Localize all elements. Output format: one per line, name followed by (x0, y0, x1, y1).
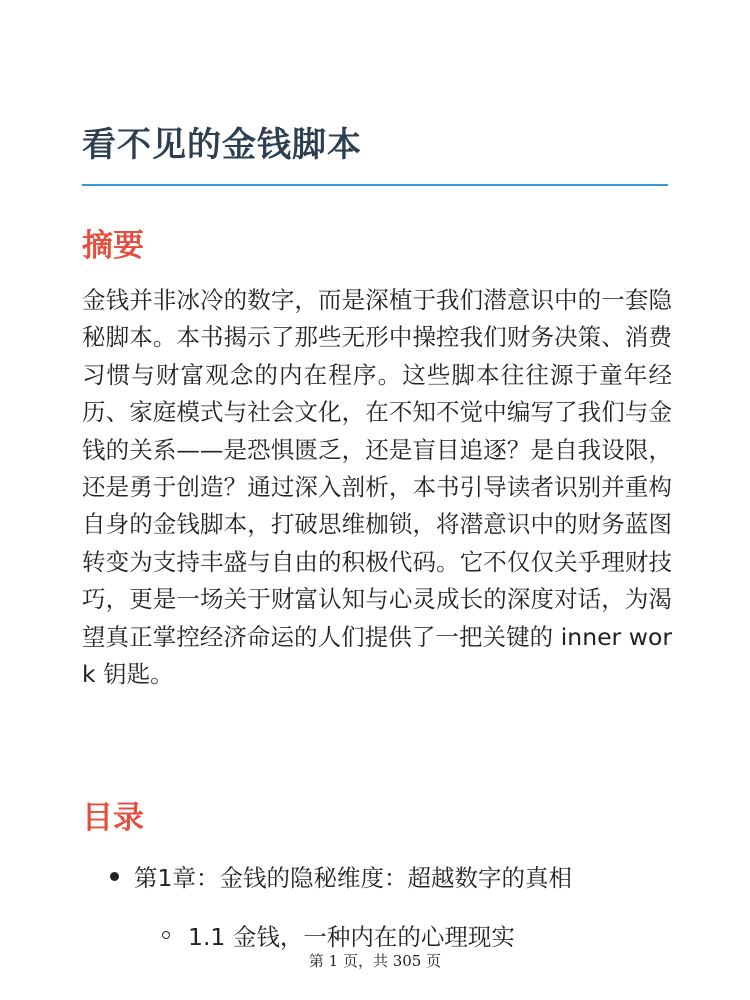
page-number-footer: 第 1 页，共 305 页 (308, 952, 442, 970)
toc-chapter-label: 第1章：金钱的隐秘维度：超越数字的真相 (134, 864, 572, 892)
toc-section-label: 1.1 金钱，一种内在的心理现实 (188, 923, 515, 951)
abstract-paragraph: 金钱并非冰冷的数字，而是深植于我们潜意识中的一套隐秘脚本。本书揭示了那些无形中操控我们财务决策、消费习惯与财富观念的内在程序。这些脚本往往源于童年经历、家庭模式与社会文化，在不知不觉中编写了我们与金钱的关系——是恐惧匮乏，还是盲目追逐？是自我设限，还是勇于创造？通过深入剖析，本书引导读者识别并重构自身的金钱脚本，打破思维枷锁，将潜意识中的财务蓝图转变为支持丰盛与自由的积极代码。它不仅仅关乎理财技巧，更是一场关于财富认知与心灵成长的深度对话，为渴望真正掌控经济命运的人们提供了一把关键的 inner work 钥匙。 (82, 286, 672, 689)
title-divider (82, 184, 668, 186)
document-title: 看不见的金钱脚本 (82, 125, 362, 165)
abstract-heading: 摘要 (82, 228, 144, 264)
toc-sub-list (160, 916, 515, 954)
hollow-bullet-icon (162, 931, 170, 939)
toc-chapter-item[interactable] (108, 857, 572, 895)
filled-bullet-icon (110, 872, 119, 881)
toc-section-item[interactable] (160, 916, 515, 954)
toc-heading: 目录 (82, 800, 144, 836)
toc-list (108, 857, 572, 895)
